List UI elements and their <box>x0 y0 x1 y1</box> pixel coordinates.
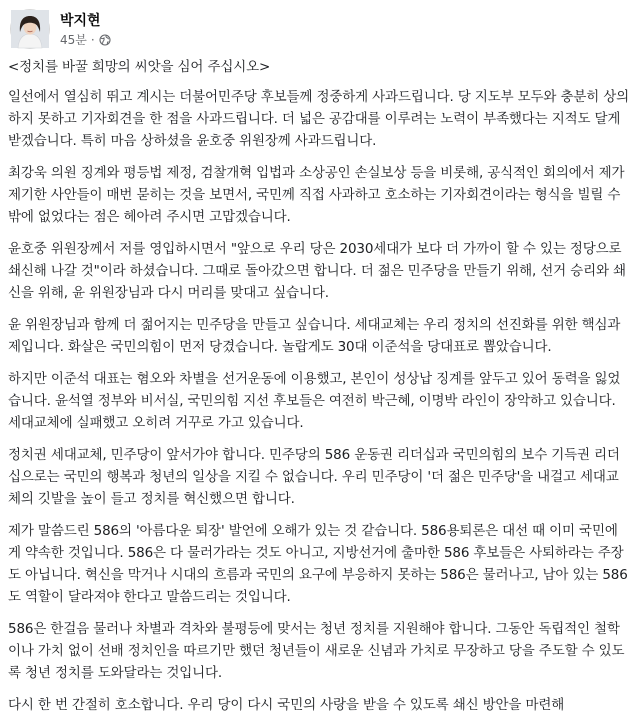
post-paragraph: 다시 한 번 간절히 호소합니다. 우리 당이 다시 국민의 사랑을 받을 수 있도록 쇄신 방안을 마련해 <box>8 697 565 713</box>
post-paragraph: 정치권 세대교체, 민주당이 앞서가야 합니다. 민주당의 586 운동권 리더십과 국민의힘의 보수 기득권 리더십으로는 국민의 행복과 청년의 일상을 지킬 수 없습니다. 우리 민주당이 '더 젊은 민주당'을 내걸고 세대교체의 깃발을 높이 들고 정치를 혁신했으면 합니다. <box>8 447 620 507</box>
profile-photo-icon <box>11 10 49 48</box>
post-paragraph: 최강욱 의원 징계와 평등법 제정, 검찰개혁 입법과 소상공인 손실보상 등을 비롯해, 공식적인 회의에서 제가 제기한 사안들이 매번 묻히는 것을 보면서, 국민께 직접 사과하고 호소하는 기자회견이라는 형식을 빌릴 수밖에 없었다는 점은 헤아려 주시면 고맙겠습니다. <box>8 165 625 225</box>
post-paragraph: 윤호중 위원장께서 저를 영입하시면서 "앞으로 우리 당은 2030세대가 보다 더 가까이 할 수 있는 정당으로 쇄신해 나갈 것"이라 하셨습니다. 그때로 돌아갔으면 합니다. 더 젊은 민주당을 만들기 위해, 선거 승리와 쇄신을 위해, 윤 위원장님과 다시 머리를 맞대고 싶습니다. <box>8 241 626 301</box>
author-name[interactable]: 박지현 <box>60 13 101 29</box>
avatar[interactable] <box>10 9 50 49</box>
post-meta <box>60 31 111 48</box>
post-paragraph: 제가 말씀드린 586의 '아름다운 퇴장' 발언에 오해가 있는 것 같습니다. 586용퇴론은 대선 때 이미 국민에게 약속한 것입니다. 586은 다 물러가라는 것도 아니고, 지방선거에 출마한 586 후보들은 사퇴하라는 주장도 아닙니다. 혁신을 막거나 시대의 흐름과 국민의 요구에 부응하지 못하는 586은 물러나고, 남아 있는 586도 역할이 달라져야 한다고 말씀드리는 것입니다. <box>8 523 628 605</box>
post-paragraph: 하지만 이준석 대표는 혐오와 차별을 선거운동에 이용했고, 본인이 성상납 징계를 앞두고 있어 동력을 잃었습니다. 윤석열 정부와 비서실, 국민의힘 지선 후보들은 여전히 박근혜, 이명박 라인이 장악하고 있습니다. 세대교체에 실패했고 오히려 거꾸로 가고 있습니다. <box>8 371 621 431</box>
post-time[interactable]: 45분 <box>60 33 87 47</box>
meta-separator: · <box>90 32 95 47</box>
post-paragraph: 586은 한걸음 물러나 차별과 격차와 불평등에 맞서는 청년 정치를 지원해야 합니다. 그동안 독립적인 철학이나 가치 없이 선배 정치인을 따르기만 했던 청년들이 새로운 신념과 가치로 무장하고 당을 주도할 수 있도록 청년 정치를 도와달라는 것입니다. <box>8 621 625 681</box>
post-title: <정치를 바꿀 희망의 씨앗을 심어 주십시오> <box>8 59 271 75</box>
globe-icon[interactable] <box>99 34 111 46</box>
post-header <box>8 6 628 50</box>
post-paragraph: 윤 위원장님과 함께 더 젊어지는 민주당을 만들고 싶습니다. 세대교체는 우리 정치의 선진화를 위한 핵심과제입니다. 화살은 국민의힘이 먼저 당겼습니다. 놀랍게도 30대 이준석을 당대표로 뽑았습니다. <box>8 317 621 355</box>
post-body <box>8 56 630 726</box>
post-paragraph: 일선에서 열심히 뛰고 계시는 더불어민주당 후보들께 정중하게 사과드립니다. 당 지도부 모두와 충분히 상의하지 못하고 기자회견을 한 점을 사과드립니다. 더 넓은 공감대를 이루려는 노력이 부족했다는 지적도 달게 받겠습니다. 특히 마음 상하셨을 윤호중 위원장께 사과드립니다. <box>8 89 630 149</box>
